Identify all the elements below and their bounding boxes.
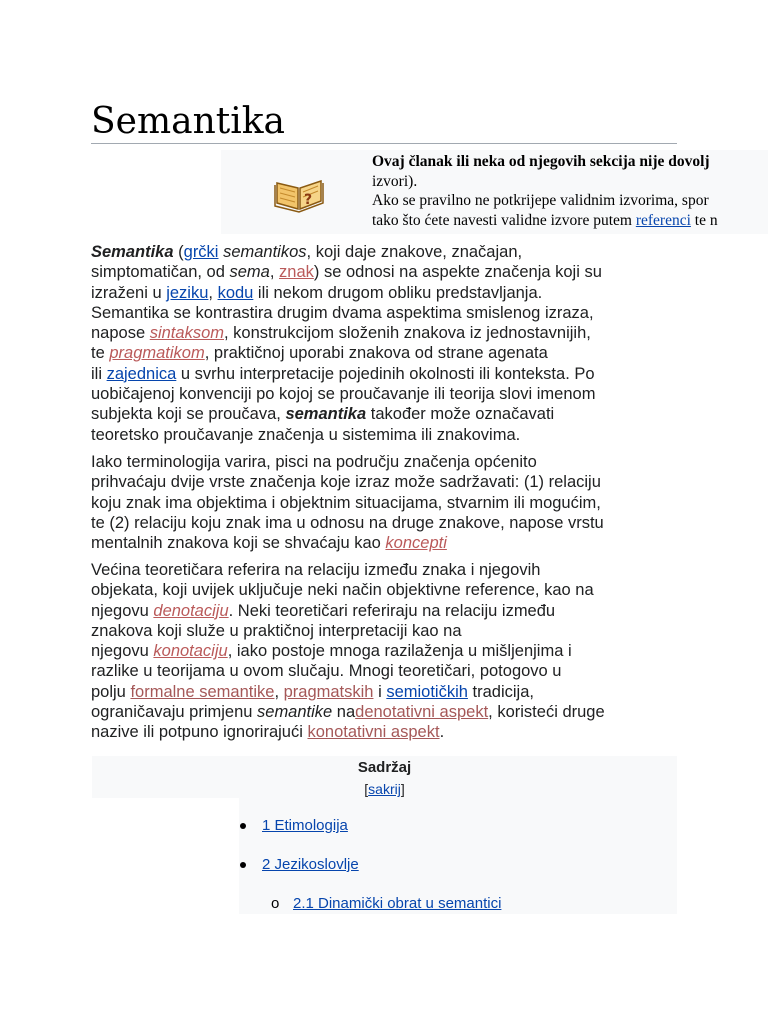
link-sintaksom[interactable]: sintaksom <box>149 324 224 343</box>
toc-link[interactable]: 2.1 Dinamički obrat u semantici <box>293 895 502 912</box>
svg-text:?: ? <box>304 192 313 208</box>
text-line: napose sintaksom, konstrukcijom složenih znakova iz jednostavnijih, <box>91 324 591 343</box>
toc-link[interactable]: 1 Etimologija <box>262 817 348 834</box>
link-znak[interactable]: znak <box>279 263 314 282</box>
link-konotaciju[interactable]: konotaciju <box>153 642 228 661</box>
meaning-paragraph <box>91 452 681 553</box>
toc-hide-link[interactable]: sakrij <box>368 781 401 797</box>
text-line: ograničavaju primjenu semantike nadenotativni aspekt, koristeći druge <box>91 703 605 722</box>
link-konotativni-aspekt[interactable]: konotativni aspekt <box>307 723 440 742</box>
intro-paragraph <box>91 242 681 445</box>
text-line: koju znak ima objektima i objektnim situacijama, stvarnim ili mogućim, <box>91 493 601 512</box>
bullet-icon <box>240 862 246 868</box>
link-denotaciju[interactable]: denotaciju <box>153 601 229 620</box>
text-line: simptomatičan, od sema, znak) se odnosi na aspekte značenja koji su <box>91 263 602 282</box>
text-line: razlike u teorijama u ovom slučaju. Mnogi teoretičari, potogovo u <box>91 662 562 681</box>
sources-notice-box <box>221 150 768 234</box>
link-jeziku[interactable]: jeziku <box>166 283 209 302</box>
text-line: Semantika (grčki semantikos, koji daje znakove, značajan, <box>91 243 523 261</box>
text-line: znakova koji služe u praktičnoj interpretaciji kao na <box>91 621 462 640</box>
toc-title: Sadržaj <box>357 759 412 776</box>
text-line: Većina teoretičara referira na relaciju između znaka i njegovih <box>91 561 541 579</box>
toc-item-etimologija <box>262 816 348 836</box>
link-semiotickih[interactable]: semiotičkih <box>386 682 468 701</box>
toc-item-dinamicki-obrat <box>293 894 501 914</box>
toc-link[interactable]: 2 Jezikoslovlje <box>262 856 359 873</box>
open-book-question-icon <box>273 171 325 213</box>
link-koncepti[interactable]: koncepti <box>385 534 447 553</box>
text-line: te (2) relaciju koju znak ima u odnosu na druge znakove, napose vrstu <box>91 513 604 532</box>
text-line: njegovu denotaciju. Neki teoretičari referiraju na relaciju između <box>91 601 556 620</box>
title-divider <box>91 143 677 144</box>
text-line: nazive ili potpuno ignorirajući konotativni aspekt. <box>91 723 445 742</box>
notice-line: tako što ćete navesti validne izvore putem referenci te n <box>372 211 718 229</box>
text-line: subjekta koji se proučava, semantika također može označavati <box>91 405 555 424</box>
text-line: uobičajenoj konvenciji po kojoj se proučavanje ili teorija slovi imenom <box>91 385 596 404</box>
link-kodu[interactable]: kodu <box>217 283 254 302</box>
link-pragmatikom[interactable]: pragmatikom <box>109 344 205 363</box>
notice-line: Ovaj članak ili neka od njegovih sekcija nije dovolj <box>372 153 710 170</box>
link-pragmatskih[interactable]: pragmatskih <box>283 682 374 701</box>
link-zajednica[interactable]: zajednica <box>106 364 177 383</box>
link-denotativni-aspekt[interactable]: denotativni aspekt <box>355 703 489 722</box>
notice-line: izvori). <box>372 172 418 190</box>
notice-line: Ako se pravilno ne potkrijepe validnim izvorima, spor <box>372 192 709 209</box>
bullet-icon <box>240 823 246 829</box>
link-grcki[interactable]: grčki <box>183 243 219 261</box>
text-line: izraženi u jeziku, kodu ili nekom drugom obliku predstavljanja. <box>91 283 543 302</box>
text-line: teoretsko proučavanje značenja u sistemima ili znakovima. <box>91 425 521 444</box>
notice-text <box>372 152 768 230</box>
text-line: te pragmatikom, praktičnoj uporabi znakova od strane agenata <box>91 344 548 363</box>
text-line: ili zajednica u svrhu interpretacije pojedinih okolnosti ili konteksta. Po <box>91 364 595 383</box>
page-title: Semantika <box>91 101 286 142</box>
text-line: mentalnih znakova koji se shvaćaju kao koncepti <box>91 534 447 553</box>
toc-toggle: [sakrij] <box>364 781 405 797</box>
text-line: prihvaćaju dvije vrste značenja koje izraz može sadržavati: (1) relaciju <box>91 473 601 492</box>
link-formalne-semantike[interactable]: formalne semantike <box>130 682 275 701</box>
text-line: Semantika se kontrastira drugim dvama aspektima smislenog izraza, <box>91 303 594 322</box>
text-line: objekata, koji uvijek uključuje neki način objektivne reference, kao na <box>91 581 594 600</box>
text-line: polju formalne semantike, pragmatskih i semiotičkih tradicija, <box>91 682 534 701</box>
term-semantika: Semantika <box>91 243 174 261</box>
text-line: njegovu konotaciju, iako postoje mnoga razilaženja u mišljenjima i <box>91 642 572 661</box>
hollow-bullet-icon: o <box>271 895 280 912</box>
theory-paragraph <box>91 560 681 743</box>
references-link[interactable]: referenci <box>635 211 691 229</box>
text-line: Iako terminologija varira, pisci na području značenja općenito <box>91 453 537 471</box>
toc-item-jezikoslovlje <box>262 855 359 875</box>
